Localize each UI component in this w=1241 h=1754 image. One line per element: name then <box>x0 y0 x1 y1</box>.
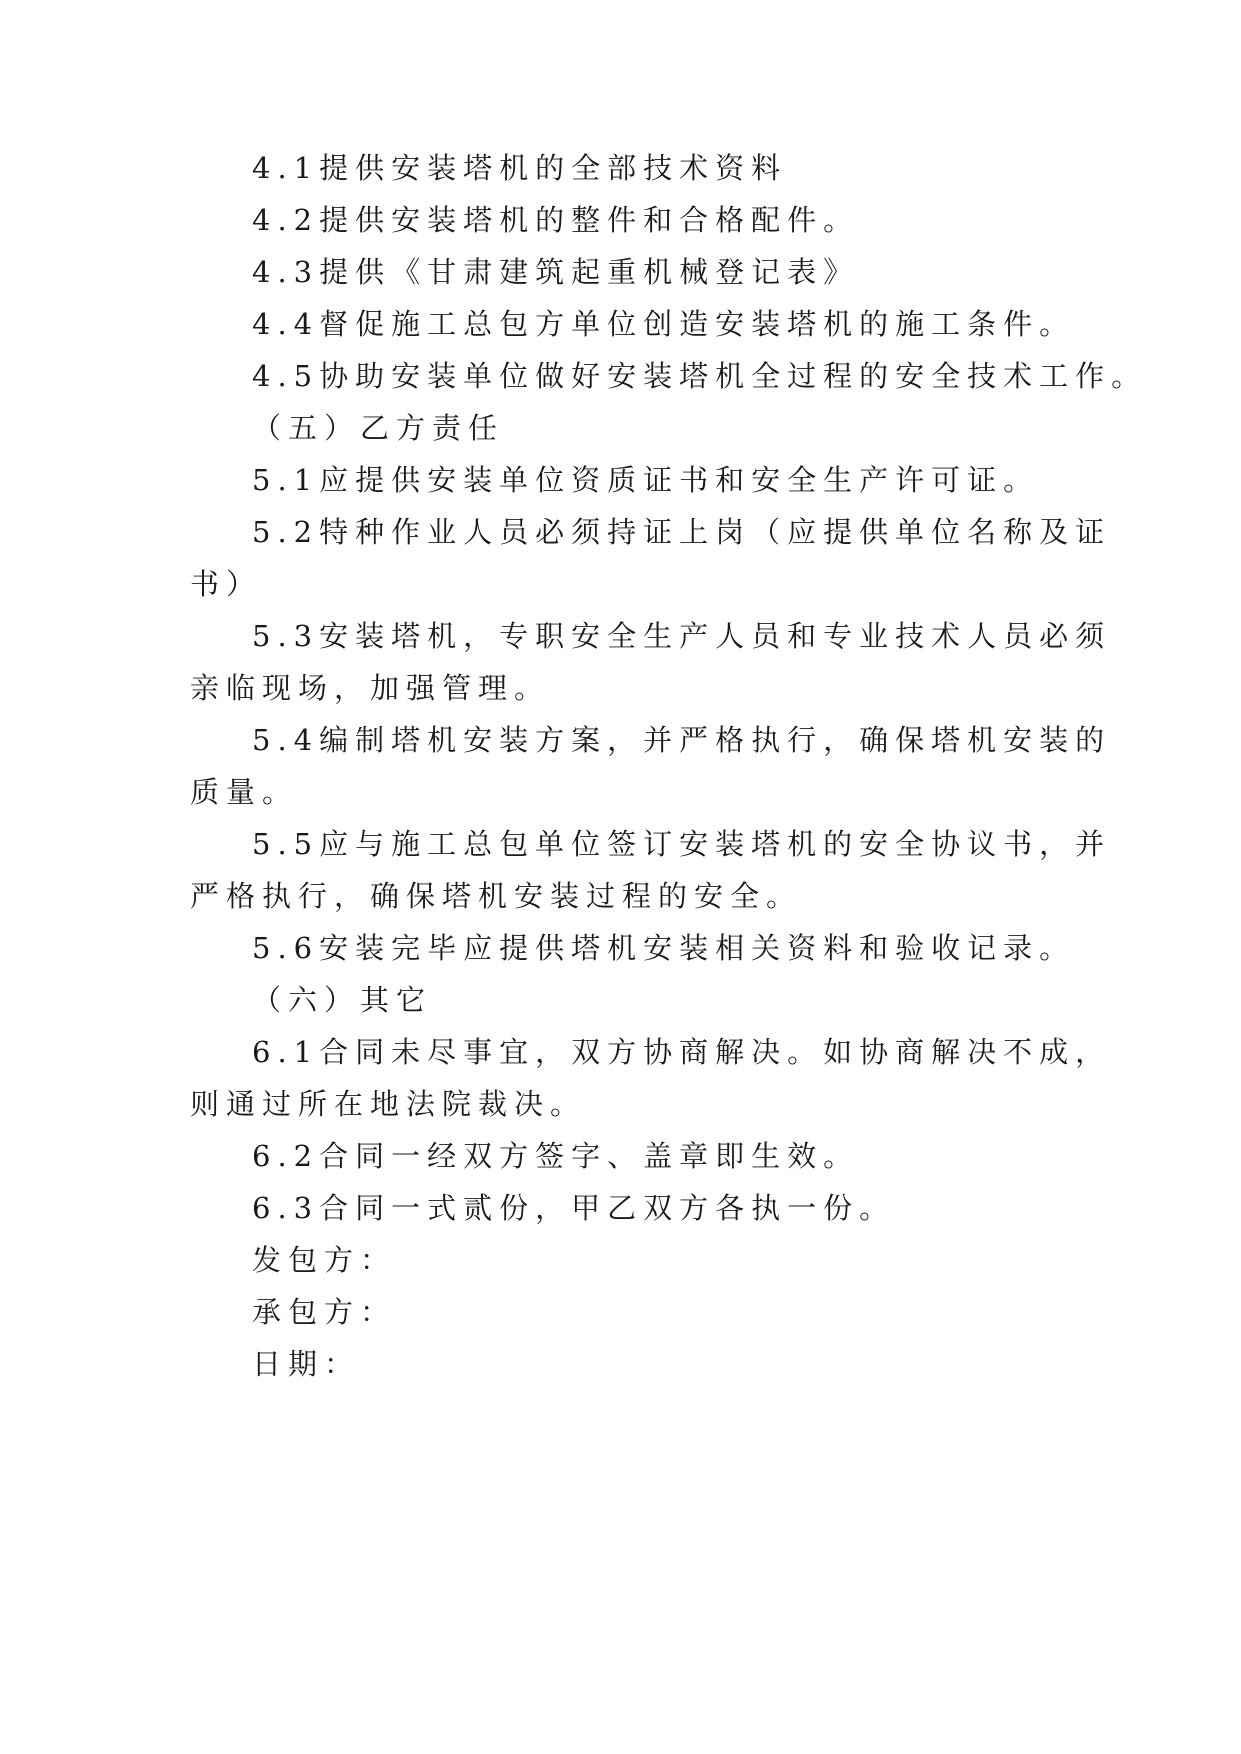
clause-4-4: 4.4督促施工总包方单位创造安装塔机的施工条件。 <box>252 307 1076 341</box>
clause-6-3: 6.3合同一式贰份，甲乙双方各执一份。 <box>252 1191 896 1225</box>
clause-6-2: 6.2合同一经双方签字、盖章即生效。 <box>252 1139 860 1173</box>
clause-5-4-cont: 质量。 <box>190 775 299 809</box>
clause-6-1: 6.1合同未尽事宜，双方协商解决。如协商解决不成， <box>252 1035 1112 1069</box>
clause-4-5: 4.5协助安装单位做好安装塔机全过程的安全技术工作。 <box>252 359 1148 393</box>
section-heading-6: （六）其它 <box>252 983 433 1017</box>
clause-5-5: 5.5应与施工总包单位签订安装塔机的安全协议书，并 <box>252 827 1112 861</box>
clause-5-5-cont: 严格执行，确保塔机安装过程的安全。 <box>190 879 803 913</box>
clause-5-4: 5.4编制塔机安装方案，并严格执行，确保塔机安装的 <box>252 723 1112 757</box>
section-heading-5: （五）乙方责任 <box>252 411 505 445</box>
clause-5-3: 5.3安装塔机，专职安全生产人员和专业技术人员必须 <box>252 619 1112 653</box>
clause-5-2: 5.2特种作业人员必须持证上岗（应提供单位名称及证 <box>252 515 1112 549</box>
clause-6-1-cont: 则通过所在地法院裁决。 <box>190 1087 587 1121</box>
date-label: 日期： <box>252 1347 361 1381</box>
party-a-label: 发包方： <box>252 1243 397 1277</box>
clause-5-6: 5.6安装完毕应提供塔机安装相关资料和验收记录。 <box>252 931 1076 965</box>
party-b-label: 承包方： <box>252 1295 397 1329</box>
clause-5-3-cont: 亲临现场，加强管理。 <box>190 671 551 705</box>
clause-4-1: 4.1提供安装塔机的全部技术资料 <box>252 151 788 185</box>
clause-5-1: 5.1应提供安装单位资质证书和安全生产许可证。 <box>252 463 1040 497</box>
clause-4-3: 4.3提供《甘肃建筑起重机械登记表》 <box>252 255 860 289</box>
clause-5-2-cont: 书） <box>190 567 263 601</box>
clause-4-2: 4.2提供安装塔机的整件和合格配件。 <box>252 203 860 237</box>
